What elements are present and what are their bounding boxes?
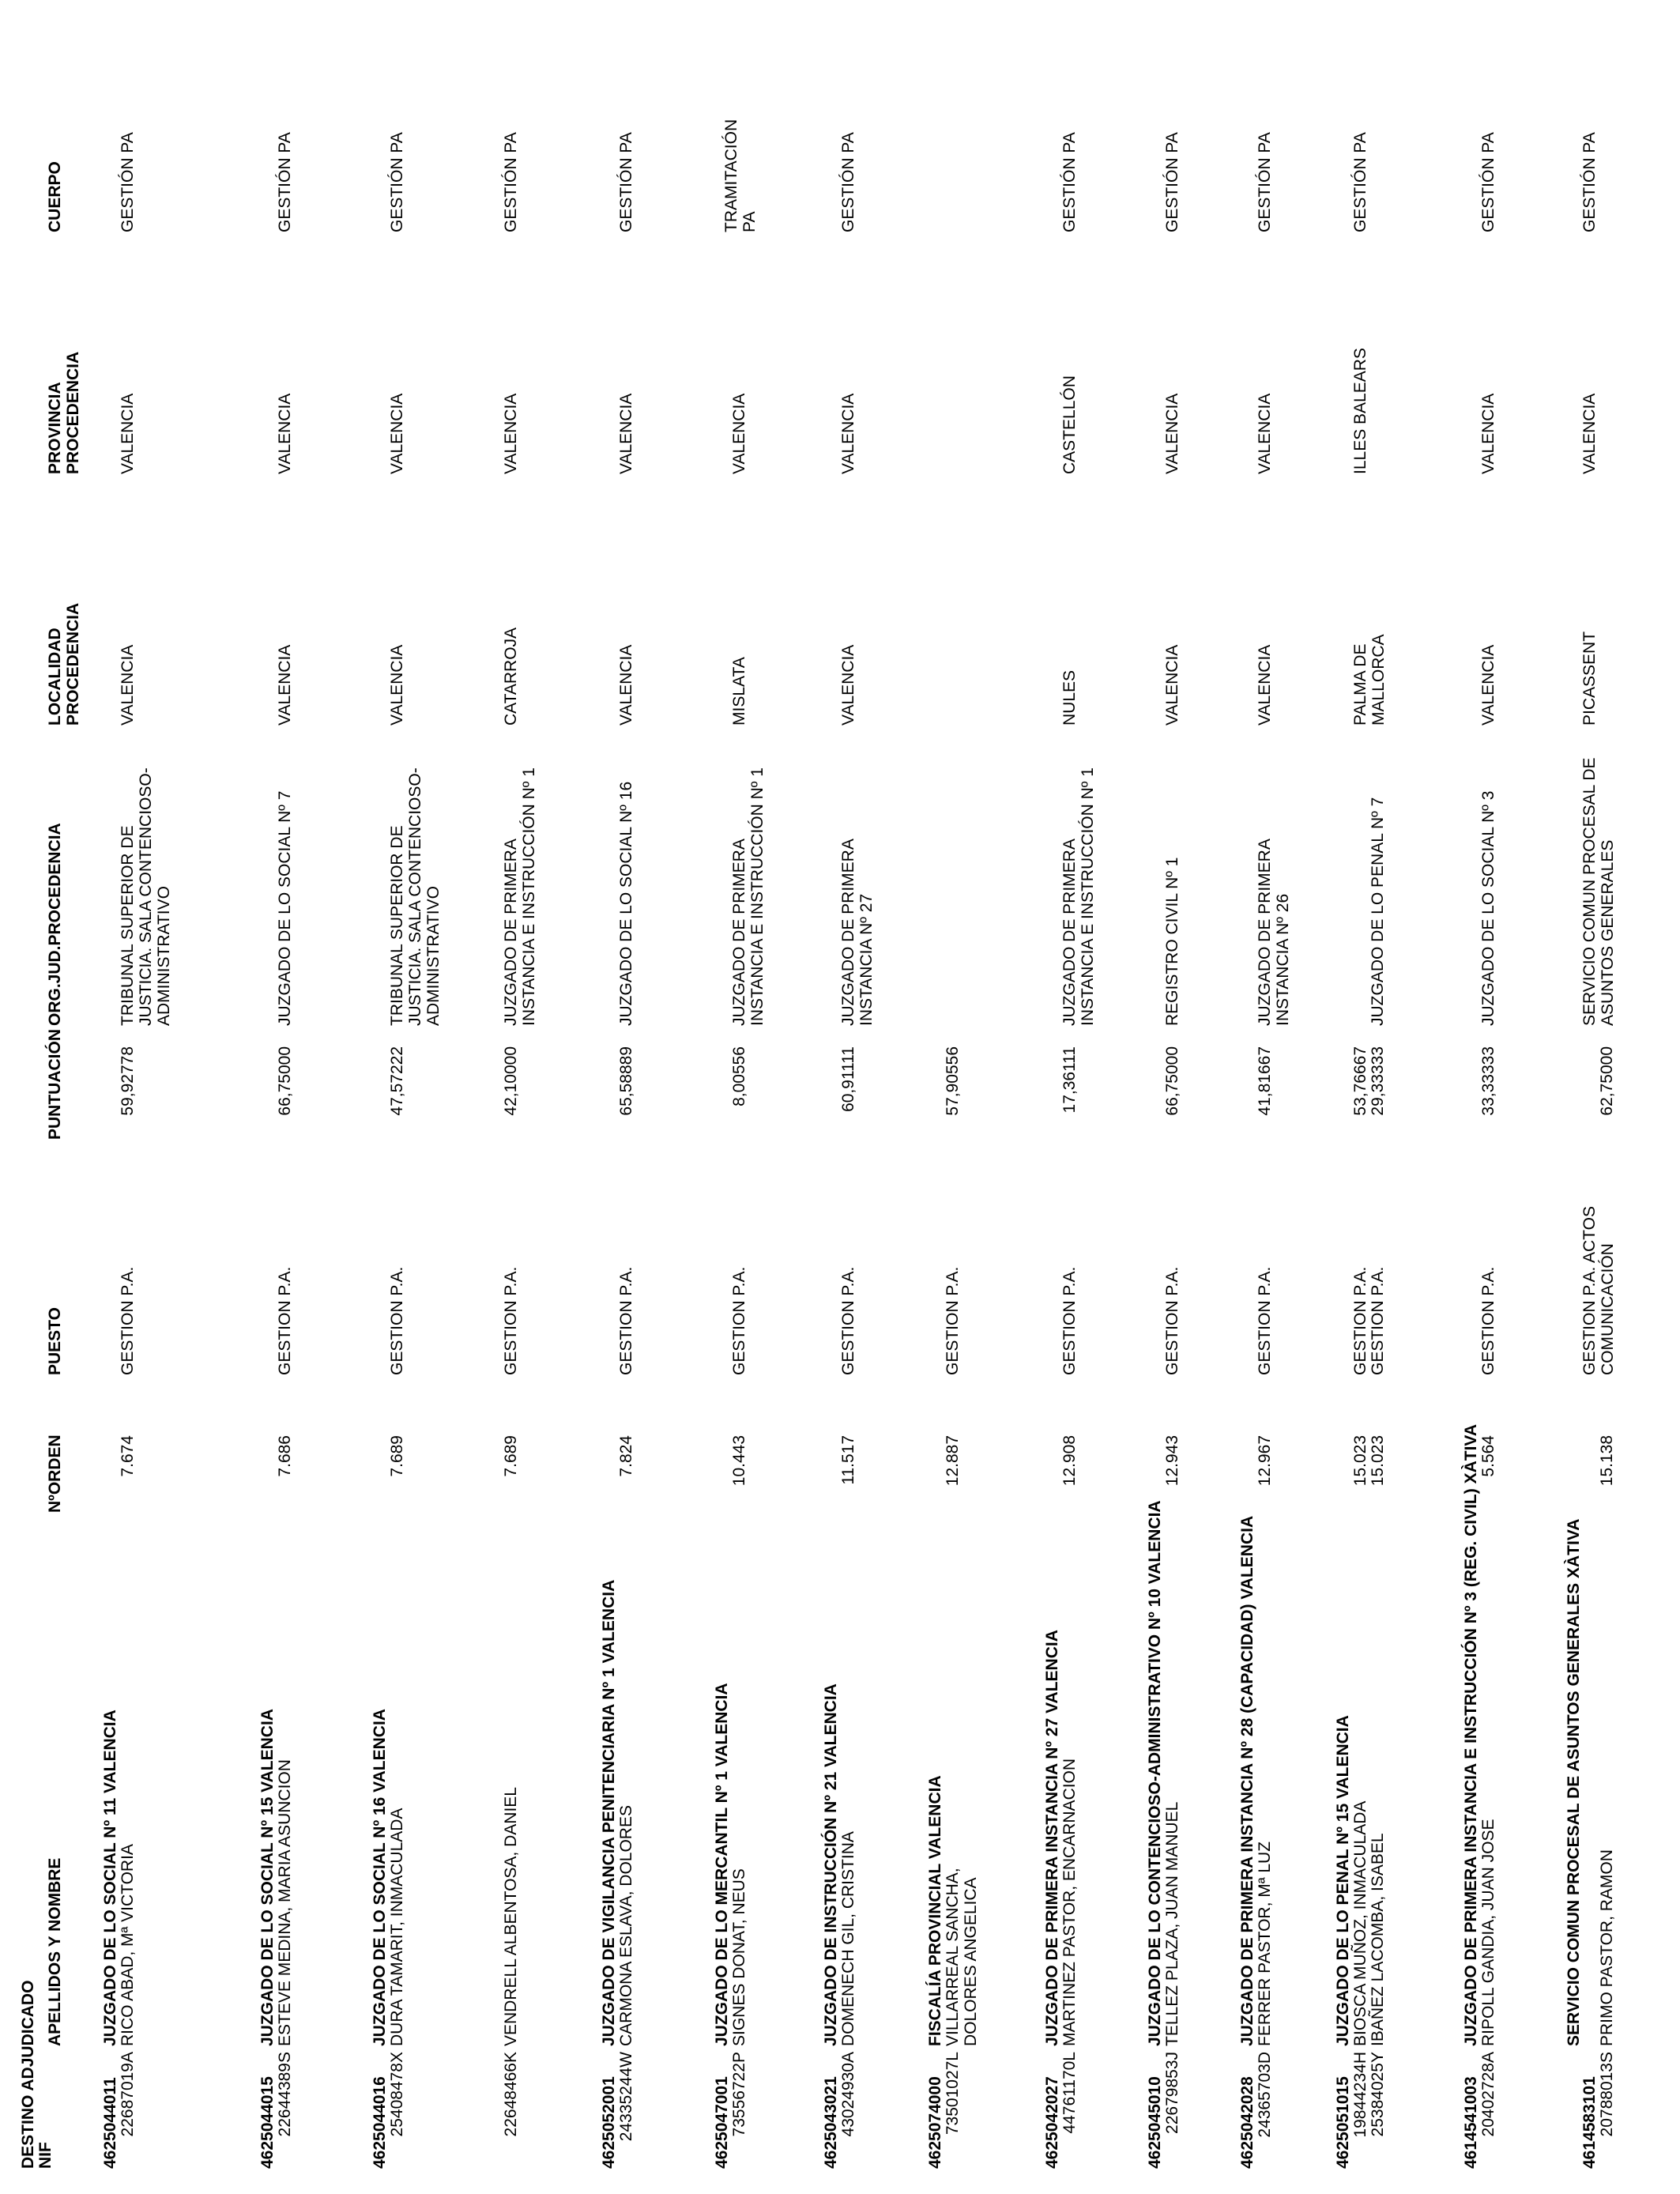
row-nif: 24335244W bbox=[617, 2052, 635, 2142]
row-cuerpo: GESTIÓN PA bbox=[276, 132, 294, 232]
row-puesto: GESTION P.A. ACTOS COMUNICACIÓN bbox=[1580, 1206, 1617, 1375]
group-title: JUZGADO DE LO SOCIAL Nº 16 VALENCIA bbox=[371, 1709, 389, 2046]
row-puntuacion: 42,10000 bbox=[502, 1046, 520, 1116]
row-puesto: GESTION P.A. bbox=[1369, 1266, 1387, 1375]
row-orden: 10.443 bbox=[730, 1435, 748, 1487]
row-org: JUZGADO DE PRIMERA INSTANCIA E INSTRUCCIÓN Nº 1 bbox=[502, 767, 538, 1026]
row-cuerpo: GESTIÓN PA bbox=[388, 132, 406, 232]
row-provincia: VALENCIA bbox=[502, 393, 520, 474]
row-cuerpo: GESTIÓN PA bbox=[502, 132, 520, 232]
row-org: TRIBUNAL SUPERIOR DE JUSTICIA. SALA CONTENCIOSO-ADMINISTRATIVO bbox=[119, 767, 173, 1026]
row-org: JUZGADO DE PRIMERA INSTANCIA Nº 27 bbox=[839, 839, 876, 1026]
group-title: JUZGADO DE PRIMERA INSTANCIA Nº 27 VALENCIA bbox=[1043, 1630, 1061, 2046]
row-org: SERVICIO COMUN PROCESAL DE ASUNTOS GENERALES bbox=[1580, 757, 1617, 1026]
group-code: 4625044016 bbox=[371, 2076, 389, 2169]
row-nif: 43024930A bbox=[839, 2052, 857, 2137]
group-code: 4625051015 bbox=[1334, 2076, 1352, 2169]
group-title: JUZGADO DE LO SOCIAL Nº 15 VALENCIA bbox=[258, 1709, 277, 2046]
row-orden: 7.689 bbox=[388, 1435, 406, 1477]
header-puntuacion: PUNTUACIÓN bbox=[46, 1029, 64, 1140]
row-puntuacion: 66,75000 bbox=[1163, 1046, 1181, 1116]
row-orden: 15.023 bbox=[1369, 1435, 1387, 1487]
group-title: JUZGADO DE LO PENAL Nº 15 VALENCIA bbox=[1334, 1715, 1352, 2046]
row-provincia: VALENCIA bbox=[1256, 393, 1274, 474]
row-localidad: PALMA DE MALLORCA bbox=[1351, 634, 1388, 726]
row-orden: 12.908 bbox=[1060, 1435, 1079, 1487]
row-puesto: GESTION P.A. bbox=[944, 1266, 962, 1375]
row-provincia: CASTELLÓN bbox=[1060, 375, 1079, 474]
row-nombre: TELLEZ PLAZA, JUAN MANUEL bbox=[1163, 1801, 1181, 2046]
row-orden: 5.564 bbox=[1479, 1435, 1497, 1477]
row-org: REGISTRO CIVIL Nº 1 bbox=[1163, 857, 1181, 1026]
group-code: 4614541003 bbox=[1462, 2076, 1480, 2169]
group-title: FISCALÍA PROVINCIAL VALENCIA bbox=[926, 1775, 944, 2046]
row-puntuacion: 47,57222 bbox=[388, 1046, 406, 1116]
row-cuerpo: GESTIÓN PA bbox=[1351, 132, 1369, 232]
group-code: 4614583101 bbox=[1580, 2076, 1599, 2169]
row-puntuacion: 59,92778 bbox=[119, 1046, 137, 1116]
row-puesto: GESTION P.A. bbox=[276, 1266, 294, 1375]
row-puntuacion: 8,00556 bbox=[730, 1046, 748, 1106]
header-puesto: PUESTO bbox=[46, 1307, 64, 1375]
header-cuerpo: CUERPO bbox=[46, 161, 64, 232]
row-orden: 7.824 bbox=[617, 1435, 635, 1477]
group-code: 4625042027 bbox=[1043, 2076, 1061, 2169]
row-nombre: PRIMO PASTOR, RAMON bbox=[1598, 1849, 1616, 2046]
group-code: 4625052001 bbox=[600, 2076, 618, 2169]
row-localidad: VALENCIA bbox=[617, 644, 635, 726]
row-nombre: ESTEVE MEDINA, MARIA ASUNCION bbox=[276, 1759, 294, 2046]
group-code: 4625043021 bbox=[822, 2076, 840, 2169]
row-localidad: VALENCIA bbox=[1163, 644, 1181, 726]
row-provincia: VALENCIA bbox=[119, 393, 137, 474]
row-provincia: VALENCIA bbox=[1580, 393, 1599, 474]
group-title: JUZGADO DE VIGILANCIA PENITENCIARIA Nº 1 VALENCIA bbox=[600, 1579, 618, 2046]
row-puntuacion: 33,33333 bbox=[1479, 1046, 1497, 1116]
header-nif: NIF bbox=[36, 2142, 55, 2169]
row-puntuacion: 41,81667 bbox=[1256, 1046, 1274, 1116]
row-puesto: GESTION P.A. bbox=[1351, 1266, 1369, 1375]
row-puntuacion: 65,58889 bbox=[617, 1046, 635, 1116]
row-localidad: VALENCIA bbox=[1256, 644, 1274, 726]
group-title: JUZGADO DE LO CONTENCIOSO-ADMINISTRATIVO Nº 10 VALENCIA bbox=[1146, 1500, 1164, 2046]
row-orden: 12.943 bbox=[1163, 1435, 1181, 1487]
header-apellidos: APELLIDOS Y NOMBRE bbox=[46, 1857, 64, 2046]
row-puntuacion: 17,36111 bbox=[1060, 1046, 1079, 1114]
row-provincia: VALENCIA bbox=[1479, 393, 1497, 474]
group-title: JUZGADO DE LO SOCIAL Nº 11 VALENCIA bbox=[101, 1710, 119, 2046]
row-nif: 22644389S bbox=[276, 2052, 294, 2137]
group-code: 4625047001 bbox=[713, 2076, 731, 2169]
header-org: ORG.JUD.PROCEDENCIA bbox=[46, 823, 64, 1026]
row-localidad: NULES bbox=[1060, 669, 1079, 726]
row-puesto: GESTION P.A. bbox=[1163, 1266, 1181, 1375]
row-nombre: MARTINEZ PASTOR, ENCARNACION bbox=[1060, 1758, 1079, 2046]
row-org: JUZGADO DE LO SOCIAL Nº 7 bbox=[276, 790, 294, 1026]
row-nif: 22687019A bbox=[119, 2052, 137, 2137]
row-localidad: VALENCIA bbox=[276, 644, 294, 726]
group-title: JUZGADO DE INSTRUCCIÓN Nº 21 VALENCIA bbox=[822, 1683, 840, 2046]
group-code: 4625045010 bbox=[1146, 2076, 1164, 2169]
row-puesto: GESTION P.A. bbox=[1060, 1266, 1079, 1375]
group-code: 4625074000 bbox=[926, 2076, 944, 2169]
group-code: 4625044011 bbox=[101, 2077, 119, 2169]
row-nombre: VILLARREAL SANCHA, DOLORES ANGELICA bbox=[944, 1868, 980, 2046]
row-localidad: MISLATA bbox=[730, 657, 748, 726]
row-cuerpo: GESTIÓN PA bbox=[1060, 132, 1079, 232]
row-puesto: GESTION P.A. bbox=[1256, 1266, 1274, 1375]
row-orden: 12.887 bbox=[944, 1435, 962, 1487]
row-cuerpo: GESTIÓN PA bbox=[1256, 132, 1274, 232]
row-orden: 15.138 bbox=[1598, 1435, 1616, 1487]
group-code: 4625044015 bbox=[258, 2076, 277, 2169]
row-puntuacion: 62,75000 bbox=[1598, 1046, 1616, 1116]
row-provincia: VALENCIA bbox=[1163, 393, 1181, 474]
group-code: 4625042028 bbox=[1238, 2076, 1256, 2169]
row-provincia: VALENCIA bbox=[730, 393, 748, 474]
row-orden: 7.674 bbox=[119, 1435, 137, 1477]
row-nombre: BIOSCA MUÑOZ, INMACULADA bbox=[1351, 1800, 1369, 2046]
row-nif: 73556722P bbox=[730, 2052, 748, 2137]
row-provincia: ILLES BALEARS bbox=[1351, 348, 1369, 474]
row-localidad: VALENCIA bbox=[1479, 644, 1497, 726]
row-nombre: RICO ABAD, Mª VICTORIA bbox=[119, 1844, 137, 2046]
row-puntuacion: 57,90556 bbox=[944, 1046, 962, 1116]
row-cuerpo: GESTIÓN PA bbox=[1479, 132, 1497, 232]
row-nombre: DURA TAMARIT, INMACULADA bbox=[388, 1808, 406, 2046]
row-nombre: VENDRELL ALBENTOSA, DANIEL bbox=[502, 1787, 520, 2046]
row-localidad: VALENCIA bbox=[839, 644, 857, 726]
row-org: JUZGADO DE LO PENAL Nº 7 bbox=[1369, 797, 1387, 1026]
row-orden: 15.023 bbox=[1351, 1435, 1369, 1487]
row-puesto: GESTION P.A. bbox=[502, 1266, 520, 1375]
row-nombre: CARMONA ESLAVA, DOLORES bbox=[617, 1805, 635, 2046]
row-cuerpo: GESTIÓN PA bbox=[617, 132, 635, 232]
group-title: JUZGADO DE PRIMERA INSTANCIA E INSTRUCCIÓN Nº 3 (REG. CIVIL) XÀTIVA bbox=[1462, 1423, 1480, 2046]
row-nif: 25408478X bbox=[388, 2052, 406, 2137]
row-provincia: VALENCIA bbox=[388, 393, 406, 474]
row-puesto: GESTION P.A. bbox=[839, 1266, 857, 1375]
row-provincia: VALENCIA bbox=[839, 393, 857, 474]
row-nombre: SIGNES DONAT, NEUS bbox=[730, 1868, 748, 2046]
row-provincia: VALENCIA bbox=[617, 393, 635, 474]
group-title: JUZGADO DE PRIMERA INSTANCIA Nº 28 (CAPACIDAD) VALENCIA bbox=[1238, 1515, 1256, 2046]
row-puesto: GESTION P.A. bbox=[388, 1266, 406, 1375]
row-puesto: GESTION P.A. bbox=[1479, 1266, 1497, 1375]
row-nif: 22679853J bbox=[1163, 2052, 1181, 2134]
row-nombre: RIPOLL GANDIA, JUAN JOSE bbox=[1479, 1819, 1497, 2046]
row-cuerpo: TRAMITACIÓN PA bbox=[722, 119, 759, 232]
group-title: JUZGADO DE LO MERCANTIL Nº 1 VALENCIA bbox=[713, 1683, 731, 2046]
row-nif: 73501027L bbox=[944, 2052, 962, 2136]
row-org: JUZGADO DE PRIMERA INSTANCIA Nº 26 bbox=[1256, 839, 1292, 1026]
row-orden: 7.686 bbox=[276, 1435, 294, 1477]
row-nif: 24365703D bbox=[1256, 2052, 1274, 2138]
row-cuerpo: GESTIÓN PA bbox=[119, 132, 137, 232]
row-org: JUZGADO DE LO SOCIAL Nº 3 bbox=[1479, 790, 1497, 1026]
row-orden: 7.689 bbox=[502, 1435, 520, 1477]
row-orden: 12.967 bbox=[1256, 1435, 1274, 1487]
row-cuerpo: GESTIÓN PA bbox=[1163, 132, 1181, 232]
row-nombre: FERRER PASTOR, Mª LUZ bbox=[1256, 1841, 1274, 2046]
row-nombre: DOMENECH GIL, CRISTINA bbox=[839, 1831, 857, 2046]
row-puesto: GESTION P.A. bbox=[730, 1266, 748, 1375]
header-provincia: PROVINCIA PROCEDENCIA bbox=[46, 351, 82, 474]
row-localidad: VALENCIA bbox=[119, 644, 137, 726]
row-nif: 20788013S bbox=[1598, 2052, 1616, 2137]
row-org: JUZGADO DE PRIMERA INSTANCIA E INSTRUCCIÓN Nº 1 bbox=[730, 767, 767, 1026]
row-localidad: PICASSENT bbox=[1580, 631, 1599, 726]
row-puntuacion: 53,76667 bbox=[1351, 1046, 1369, 1116]
row-puntuacion: 60,91111 bbox=[839, 1046, 857, 1112]
row-nif: 25384025Y bbox=[1369, 2052, 1387, 2137]
group-title: SERVICIO COMUN PROCESAL DE ASUNTOS GENERALES XÀTIVA bbox=[1565, 1518, 1583, 2046]
row-nif: 19844234H bbox=[1351, 2052, 1369, 2138]
row-nombre: IBAÑEZ LACOMBA, ISABEL bbox=[1369, 1833, 1387, 2046]
row-org: JUZGADO DE LO SOCIAL Nº 16 bbox=[617, 781, 635, 1026]
header-destino: DESTINO ADJUDICADO bbox=[19, 1980, 37, 2169]
row-nif: 20402728A bbox=[1479, 2052, 1497, 2137]
row-org: JUZGADO DE PRIMERA INSTANCIA E INSTRUCCIÓN Nº 1 bbox=[1060, 767, 1097, 1026]
row-nif: 44761170L bbox=[1060, 2052, 1079, 2134]
header-localidad: LOCALIDAD PROCEDENCIA bbox=[46, 602, 82, 726]
row-localidad: VALENCIA bbox=[388, 644, 406, 726]
row-cuerpo: GESTIÓN PA bbox=[839, 132, 857, 232]
row-org: TRIBUNAL SUPERIOR DE JUSTICIA. SALA CONTENCIOSO-ADMINISTRATIVO bbox=[388, 767, 443, 1026]
row-localidad: CATARROJA bbox=[502, 627, 520, 726]
row-orden: 11.517 bbox=[839, 1435, 857, 1485]
row-puntuacion: 29,33333 bbox=[1369, 1046, 1387, 1116]
row-puesto: GESTION P.A. bbox=[119, 1266, 137, 1375]
row-puntuacion: 66,75000 bbox=[276, 1046, 294, 1116]
row-provincia: VALENCIA bbox=[276, 393, 294, 474]
row-cuerpo: GESTIÓN PA bbox=[1580, 132, 1599, 232]
header-norden: NºORDEN bbox=[46, 1434, 64, 1513]
row-puesto: GESTION P.A. bbox=[617, 1266, 635, 1375]
row-nif: 22648466K bbox=[502, 2052, 520, 2137]
